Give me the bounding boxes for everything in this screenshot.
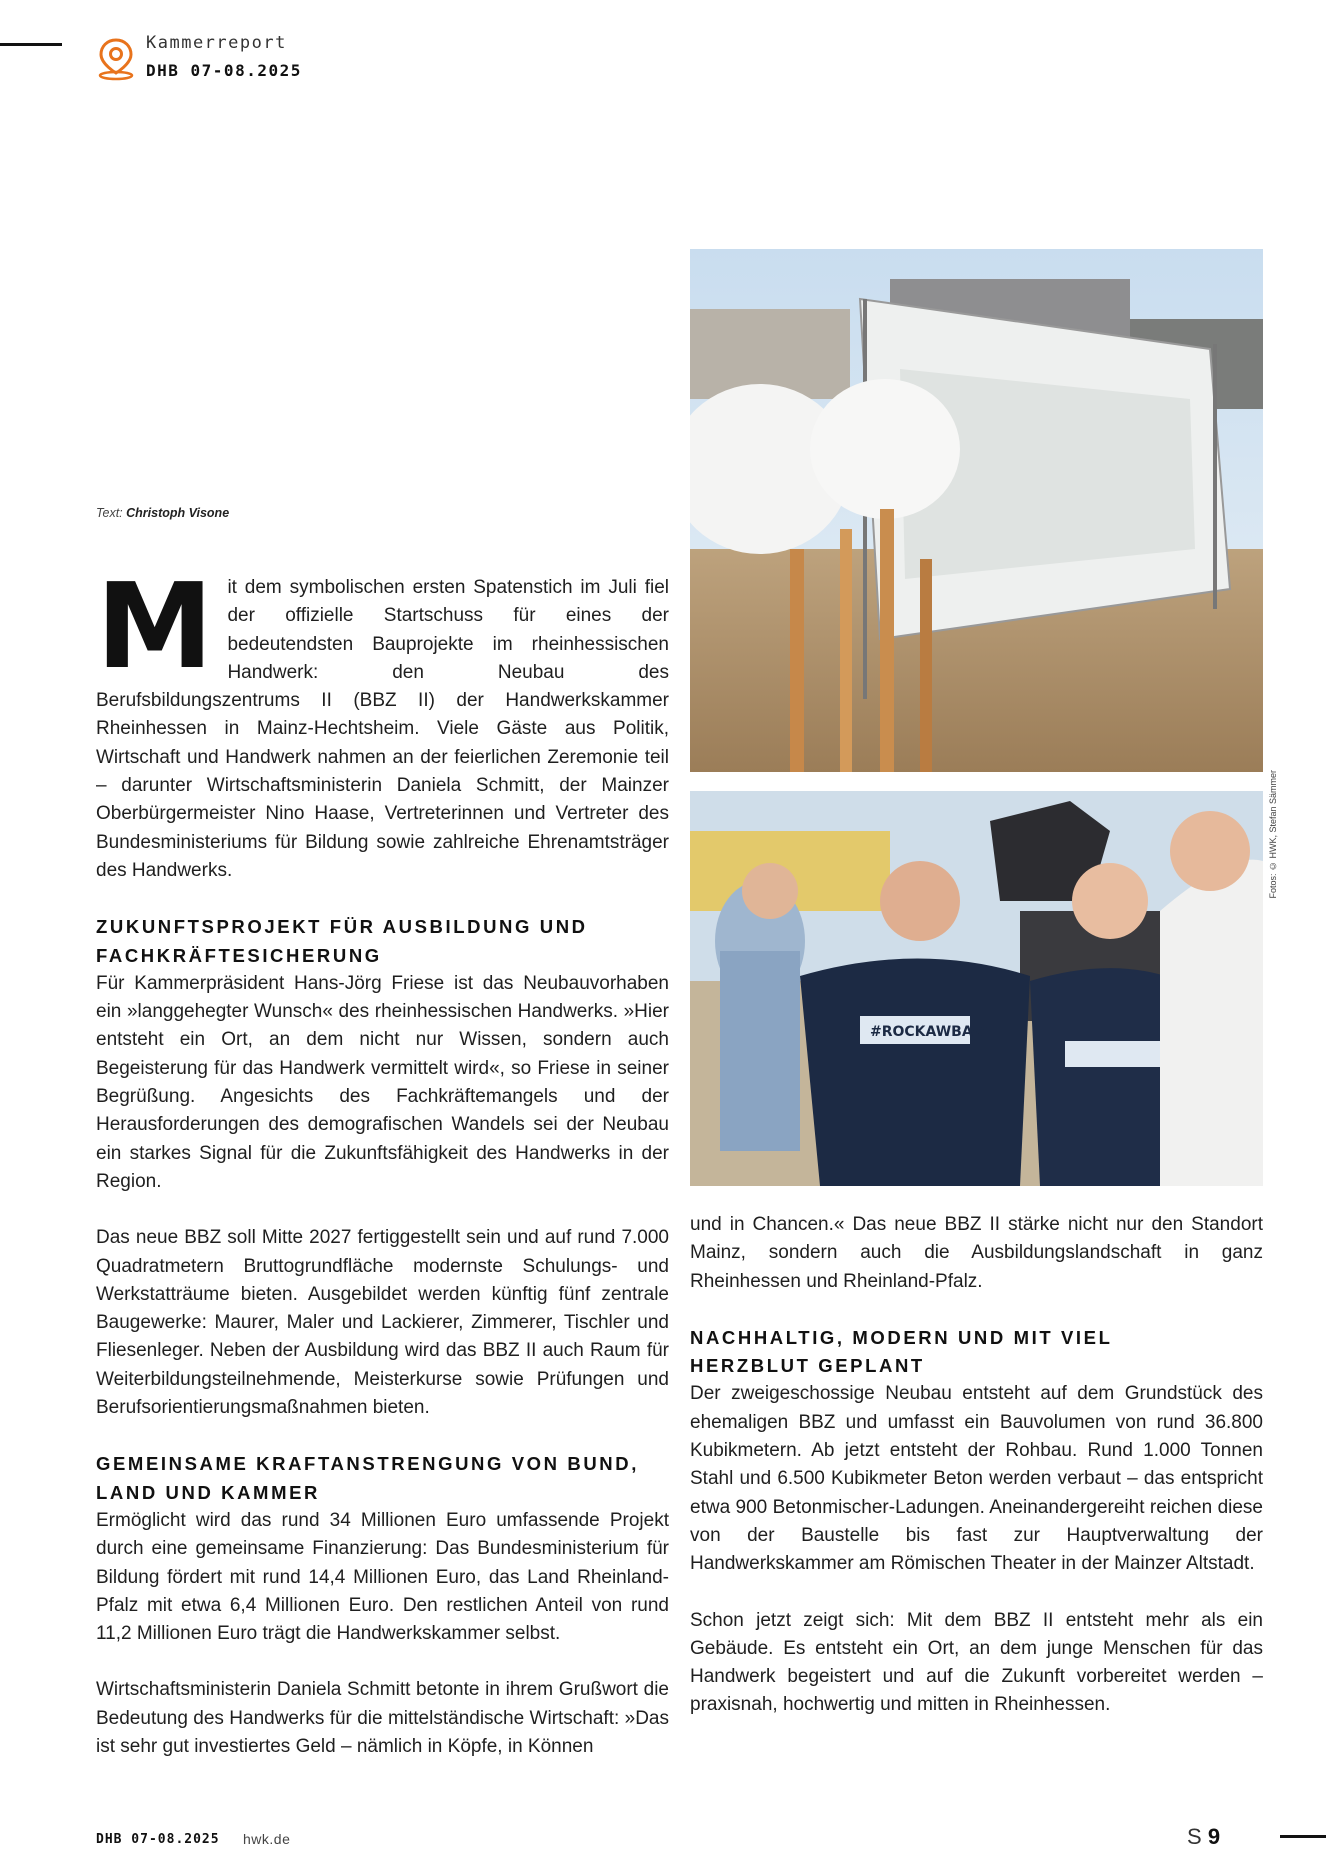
photo-credit: Fotos: © HWK, Stefan Sämmer — [1268, 770, 1278, 899]
heading-line: NACHHALTIG, MODERN UND MIT VIEL — [690, 1326, 1113, 1348]
header-rule — [0, 43, 62, 46]
paragraph: Schon jetzt zeigt sich: Mit dem BBZ II entsteht mehr als ein Gebäude. Es entsteht ein Ort, an dem junge Menschen für das Handwerk begeistert und auf die Zukunft vorbereitet werden – praxisnah, hochwertig und mitten in Rheinhessen. — [690, 1609, 1263, 1716]
paragraph: Für Kammerpräsident Hans-Jörg Friese ist das Neubauvorhaben ein »langgehegter Wunsch« des rheinhessischen Handwerks. »Hier entsteht ein Ort, an dem nicht nur Wissen, sondern auch Begeisterung für das Handwerk vermittelt wird«, so Friese in seiner Begrüßung. Angesichts des Fachkräftemangels und der Herausforderungen des demografischen Wandels sei der Neubau ein starkes Signal für die Zukunftsfähigkeit des Handwerks in der Region. — [96, 972, 669, 1192]
issue-label: DHB 07-08.2025 — [146, 61, 302, 80]
article-column-left — [96, 557, 669, 1761]
intro-paragraph — [96, 557, 669, 885]
footer-issue: DHB 07-08.2025 — [96, 1832, 220, 1847]
heading-line: HERZBLUT GEPLANT — [690, 1355, 925, 1377]
heading-zukunftsprojekt — [96, 913, 669, 970]
paragraph: Ermöglicht wird das rund 34 Millionen Euro umfassende Projekt durch eine gemeinsame Finanzierung: Das Bundesministerium für Bildung fördert mit rund 14,4 Millionen Euro, das Land Rheinland-Pfalz mit etwa 6,4 Millionen Euro. Den restlichen Anteil von rund 11,2 Millionen Euro trägt die Handwerkskammer selbst. — [96, 1509, 669, 1645]
footer-website-link[interactable]: hwk.de — [243, 1831, 291, 1847]
page-prefix: S — [1187, 1824, 1202, 1849]
byline — [96, 506, 229, 520]
footer-rule — [1280, 1835, 1326, 1838]
paragraph: Der zweigeschossige Neubau entsteht auf dem Grundstück des ehemaligen BBZ und umfasst ein Bauvolumen von rund 36.800 Kubikmetern. Ab jetzt entsteht der Rohbau. Rund 1.000 Tonnen Stahl und 6.500 Kubikmeter Beton werden verbaut – das entspricht etwa 900 Betonmischer-Ladungen. Aneinandergereiht reichen diese von der Baustelle bis fast zur Hauptverwaltung der Handwerkskammer am Römischen Theater in der Mainzer Altstadt. — [690, 1383, 1263, 1575]
intro-text: it dem symbolischen ersten Spatenstich im Juli fiel der offizielle Startschuss für eines der bedeutendsten Bauprojekte im rheinhessischen Handwerk: den Neubau des Berufsbildungszentrums II (BBZ II) der Handwerkskammer Rheinhessen in Mainz-Hechtsheim. Viele Gäste aus Politik, Wirtschaft und Handwerk nahmen an der feierlichen Zeremonie teil – darunter Wirtschaftsministerin Daniela Schmitt, der Mainzer Oberbürgermeister Nino Haase, Vertreterinnen und Vertreter des Bundesministeriums für Bildung sowie zahlreiche Ehrenamtsträger des Handwerks. — [96, 577, 669, 881]
section-title: Kammerreport — [146, 33, 287, 53]
paragraph: Das neue BBZ soll Mitte 2027 fertiggestellt sein und auf rund 7.000 Quadratmetern Bruttogrundfläche modernste Schulungs- und Werkstatträume bieten. Ausgebildet werden künftig fünf zentrale Baugewerke: Maurer, Maler und Lackierer, Zimmerer, Tischler und Fliesenleger. Neben der Ausbildung wird das BBZ II auch Raum für Weiterbildungsteilnehmende, Meisterkurse sowie Prüfungen und Berufsorientierungsmaßnahmen bieten. — [96, 1227, 669, 1419]
drop-cap: M — [96, 557, 214, 695]
photo-guests — [690, 791, 1263, 1186]
location-pin-icon — [96, 37, 136, 81]
heading-line: ZUKUNFTSPROJEKT FÜR AUSBILDUNG UND — [96, 916, 588, 938]
page-number-value: 9 — [1207, 1824, 1221, 1849]
heading-line: LAND UND KAMMER — [96, 1481, 320, 1503]
shirt-print: #ROCKAWBAW — [870, 1024, 988, 1040]
paragraph: und in Chancen.« Das neue BBZ II stärke nicht nur den Standort Mainz, sondern auch die Ausbildungslandschaft in ganz Rheinhessen und Rheinland-Pfalz. — [690, 1214, 1263, 1292]
heading-nachhaltig — [690, 1324, 1263, 1381]
heading-kraftanstrengung — [96, 1450, 669, 1507]
byline-label: Text: — [96, 506, 123, 520]
article-column-right — [690, 1211, 1263, 1720]
photo-spades-hardhats — [690, 249, 1263, 772]
heading-line: FACHKRÄFTESICHERUNG — [96, 944, 382, 966]
byline-author: Christoph Visone — [126, 506, 230, 520]
heading-line: GEMEINSAME KRAFTANSTRENGUNG VON BUND, — [96, 1453, 639, 1475]
page-number — [1187, 1824, 1220, 1850]
paragraph: Wirtschaftsministerin Daniela Schmitt betonte in ihrem Grußwort die Bedeutung des Handwerks für die mittelständische Wirtschaft: »Das ist sehr gut investiertes Geld – nämlich in Köpfe, in Können — [96, 1679, 669, 1757]
